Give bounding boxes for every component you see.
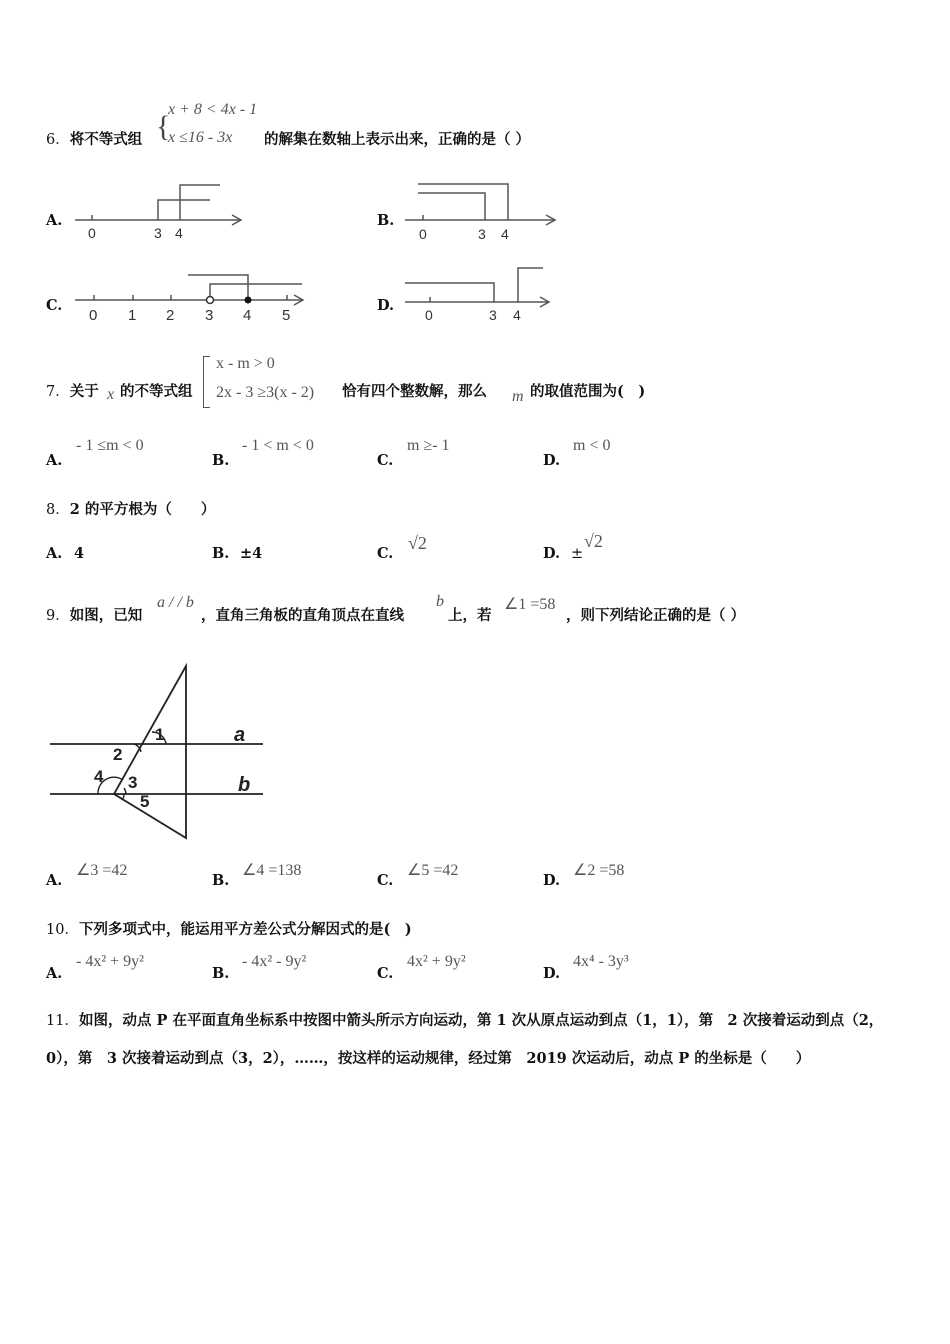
- q9-option-d-label[interactable]: D.: [543, 872, 561, 889]
- q9-expr1: a / / b: [157, 594, 194, 611]
- q8-option-a-value: 4: [74, 545, 85, 562]
- q9-text-mid: ，直角三角板的直角顶点在直线: [201, 607, 404, 624]
- q9-option-a-label[interactable]: A.: [46, 872, 63, 889]
- q8-option-d-label[interactable]: D.: [543, 545, 561, 562]
- q11-stem: [46, 1002, 896, 1077]
- q9-option-b-expr: ∠4 =138: [242, 862, 302, 879]
- q7-number: 7．: [46, 384, 70, 400]
- q10-number: 10．: [46, 922, 79, 938]
- q10-option-a-expr: - 4x² + 9y²: [76, 953, 144, 970]
- q9-text-before: 如图，已知: [69, 607, 143, 624]
- q7-option-a-expr: - 1 ≤m < 0: [76, 437, 144, 454]
- q6-option-c-numberline[interactable]: [70, 270, 310, 326]
- q10-option-b-label[interactable]: B.: [212, 965, 230, 982]
- q9-label-1: 1: [155, 725, 165, 744]
- q10-option-b-expr: - 4x² - 9y²: [242, 953, 307, 970]
- q7-option-a-label[interactable]: A.: [46, 452, 63, 469]
- q7-option-d-expr: m < 0: [573, 437, 611, 454]
- q9-expr2: ∠1 =58: [504, 596, 556, 613]
- q6-option-c-label[interactable]: C.: [46, 297, 63, 314]
- q7-option-b-expr: - 1 < m < 0: [242, 437, 314, 454]
- q11-text: 如图，动点 P 在平面直角坐标系中按图中箭头所示方向运动，第 1 次从原点运动到点（1，1），第 2 次接着运动到点（2，0），第 3 次接着运动到点（3，2），……，按这样的运动规律，经过第 2019 次运动后，动点 P 的坐标是（ ）: [46, 1012, 884, 1067]
- q6-b-tick-0: 0: [419, 226, 427, 242]
- q8-option-c-value: √2: [408, 533, 427, 553]
- q7-option-c-expr: m ≥- 1: [407, 437, 450, 454]
- q7-text-mid: 的不等式组: [120, 383, 193, 400]
- q6-a-tick-0: 0: [88, 225, 96, 241]
- q6-brace: {: [156, 110, 171, 143]
- q6-option-d-label[interactable]: D.: [377, 297, 395, 314]
- q6-option-d-numberline[interactable]: [400, 264, 560, 326]
- q9-label-4: 4: [94, 767, 104, 786]
- q7-option-d-label[interactable]: D.: [543, 452, 561, 469]
- q10-option-a-label[interactable]: A.: [46, 965, 63, 982]
- q10-option-c-label[interactable]: C.: [377, 965, 394, 982]
- q9-label-b: b: [238, 774, 251, 796]
- q7-text-before: 关于: [69, 383, 99, 400]
- q9-label-5: 5: [140, 792, 150, 811]
- q6-system-line2: x ≤16 - 3x: [168, 129, 233, 146]
- q6-c-tick-1: 1: [128, 307, 137, 324]
- q6-c-tick-2: 2: [166, 307, 175, 324]
- q9-label-a: a: [234, 724, 246, 746]
- q10-option-d-label[interactable]: D.: [543, 965, 561, 982]
- q7-stem-start: [46, 380, 99, 401]
- q10-stem: [46, 918, 412, 939]
- q7-brace: [203, 356, 210, 408]
- q6-stem: [46, 128, 142, 149]
- q9-option-b-label[interactable]: B.: [212, 872, 230, 889]
- q6-text-before: 将不等式组: [69, 131, 143, 148]
- q7-option-b-label[interactable]: B.: [212, 452, 230, 469]
- q6-option-a-numberline[interactable]: [70, 180, 250, 242]
- q6-a-tick-4: 4: [175, 225, 183, 241]
- q7-option-c-label[interactable]: C.: [377, 452, 394, 469]
- q9-label-2: 2: [113, 745, 123, 764]
- q9-option-c-label[interactable]: C.: [377, 872, 394, 889]
- q6-c-tick-4: 4: [243, 307, 252, 324]
- q9-text-after: ，则下列结论正确的是（ ）: [566, 607, 746, 624]
- q10-option-c-expr: 4x² + 9y²: [407, 953, 466, 970]
- q8-option-d-prefix: ±: [571, 546, 584, 562]
- q8-option-b-value: ±4: [240, 545, 263, 562]
- q10-text: 下列多项式中，能运用平方差公式分解因式的是( ): [78, 921, 412, 938]
- q6-option-a-label[interactable]: A.: [46, 212, 63, 229]
- q8-option-a-label[interactable]: A.: [46, 545, 63, 562]
- q8-option-d-value: √2: [584, 531, 603, 551]
- q6-d-tick-3: 3: [489, 307, 497, 323]
- q7-text-after: 恰有四个整数解，那么: [342, 383, 487, 400]
- q6-option-b-label[interactable]: B.: [377, 212, 395, 229]
- q9-option-c-expr: ∠5 =42: [407, 862, 459, 879]
- q6-d-tick-4: 4: [513, 307, 521, 323]
- q8-stem: [46, 498, 215, 519]
- q6-c-tick-5: 5: [282, 307, 291, 324]
- q8-text: 2 的平方根为（ ）: [69, 501, 216, 518]
- q6-c-tick-0: 0: [89, 307, 98, 324]
- q6-text-after: 的解集在数轴上表示出来，正确的是（ ）: [264, 131, 531, 148]
- q8-number: 8．: [46, 502, 70, 518]
- q6-c-tick-3: 3: [205, 307, 214, 324]
- q9-number: 9．: [46, 608, 70, 624]
- q9-option-d-expr: ∠2 =58: [573, 862, 625, 879]
- q6-b-tick-3: 3: [478, 226, 486, 242]
- q8-option-b-label[interactable]: B.: [212, 545, 230, 562]
- q7-system-line2: 2x - 3 ≥3(x - 2): [216, 384, 315, 401]
- q10-option-d-expr: 4x⁴ - 3y³: [573, 953, 629, 970]
- q7-system-line1: x - m > 0: [216, 355, 275, 372]
- q9-text-mid2: 上，若: [448, 607, 492, 624]
- q7-var-x: x: [107, 386, 115, 403]
- q8-option-c-label[interactable]: C.: [377, 545, 394, 562]
- q7-text-end: 的取值范围为( ): [530, 383, 646, 400]
- q9-label-3: 3: [128, 773, 138, 792]
- q9-var-b: b: [436, 593, 444, 610]
- q6-a-tick-3: 3: [154, 225, 162, 241]
- q6-system-line1: x + 8 < 4x - 1: [168, 101, 258, 118]
- q11-number: 11．: [46, 1013, 79, 1029]
- q6-b-tick-4: 4: [501, 226, 509, 242]
- q6-option-b-numberline[interactable]: [400, 178, 565, 242]
- q9-stem-start: [46, 604, 142, 625]
- q6-number: 6．: [46, 132, 70, 148]
- q7-var-m: m: [512, 388, 524, 405]
- q9-figure: [48, 660, 278, 845]
- q6-d-tick-0: 0: [425, 307, 433, 323]
- q9-option-a-expr: ∠3 =42: [76, 862, 128, 879]
